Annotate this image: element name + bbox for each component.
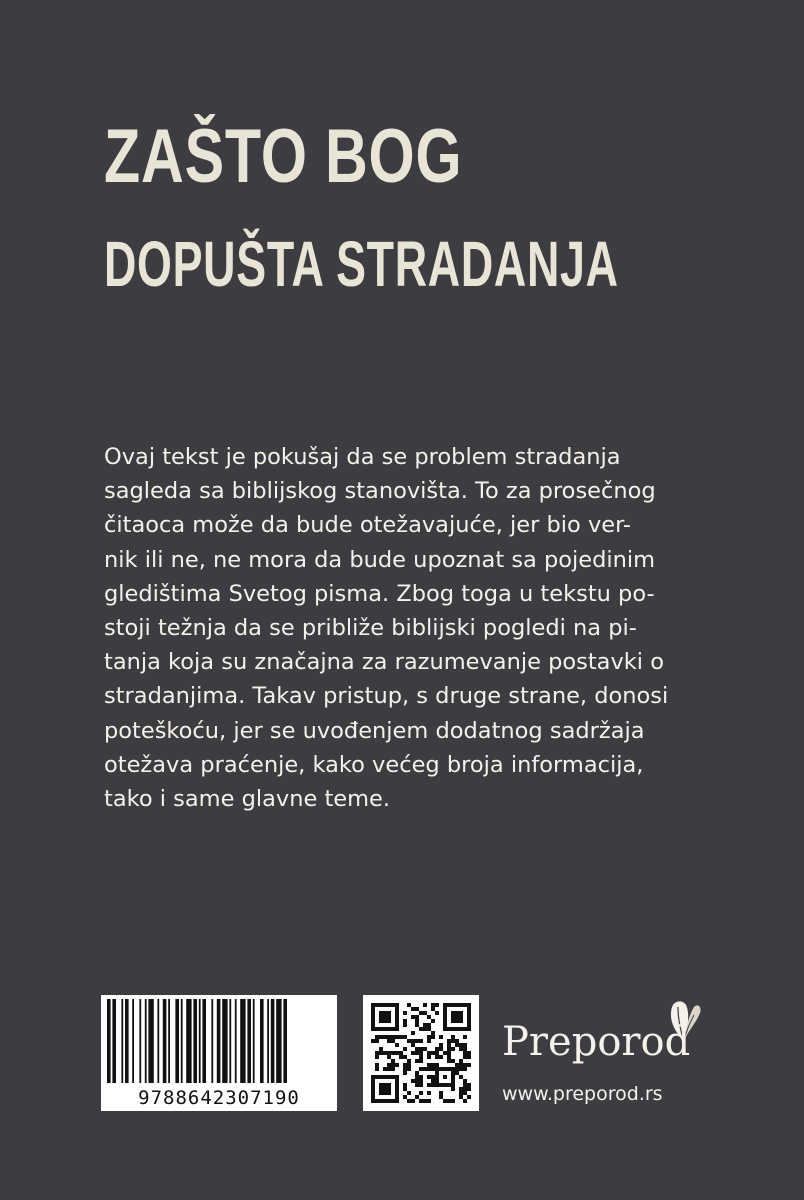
blurb-line: čitaoca može da bude otežavajuće, jer bio ver-: [104, 512, 632, 539]
blurb-line: otežava praćenje, kako većeg broja informacija,: [104, 751, 644, 778]
blurb-line: nik ili ne, ne mora da bude upoznat sa pojedinim: [104, 546, 656, 573]
blurb-text: [104, 440, 708, 816]
blurb-line: tako i same glavne teme.: [104, 786, 391, 813]
blurb-line: sagleda sa biblijskog stanovišta. To za prosečnog: [104, 478, 656, 505]
publisher-name: Preporod: [502, 1019, 691, 1065]
publisher-logo: [496, 995, 712, 1115]
blurb-line: gledištima Svetog pisma. Zbog toga u tekstu po-: [104, 580, 655, 607]
publisher-url[interactable]: www.preporod.rs: [502, 1083, 663, 1105]
qr-code-icon: [363, 995, 479, 1111]
barcode: [101, 995, 337, 1111]
barcode-bars: [101, 995, 337, 1087]
isbn-number: 9788642307190: [138, 1087, 300, 1109]
title-line-2: DOPUŠTA STRADANJA: [104, 228, 619, 300]
blurb-line: Ovaj tekst je pokušaj da se problem stradanja: [104, 444, 621, 470]
blurb-line: poteškoću, jer se uvođenjem dodatnog sadržaja: [104, 717, 645, 744]
blurb-line: stoji težnja da se približe biblijski pogledi na pi-: [104, 615, 637, 642]
blurb-line: stradanjima. Takav pristup, s druge strane, donosi: [104, 683, 669, 710]
blurb-line: tanja koja su značajna za razumevanje postavki o: [104, 649, 664, 676]
title-line-1: ZAŠTO BOG: [104, 114, 463, 199]
